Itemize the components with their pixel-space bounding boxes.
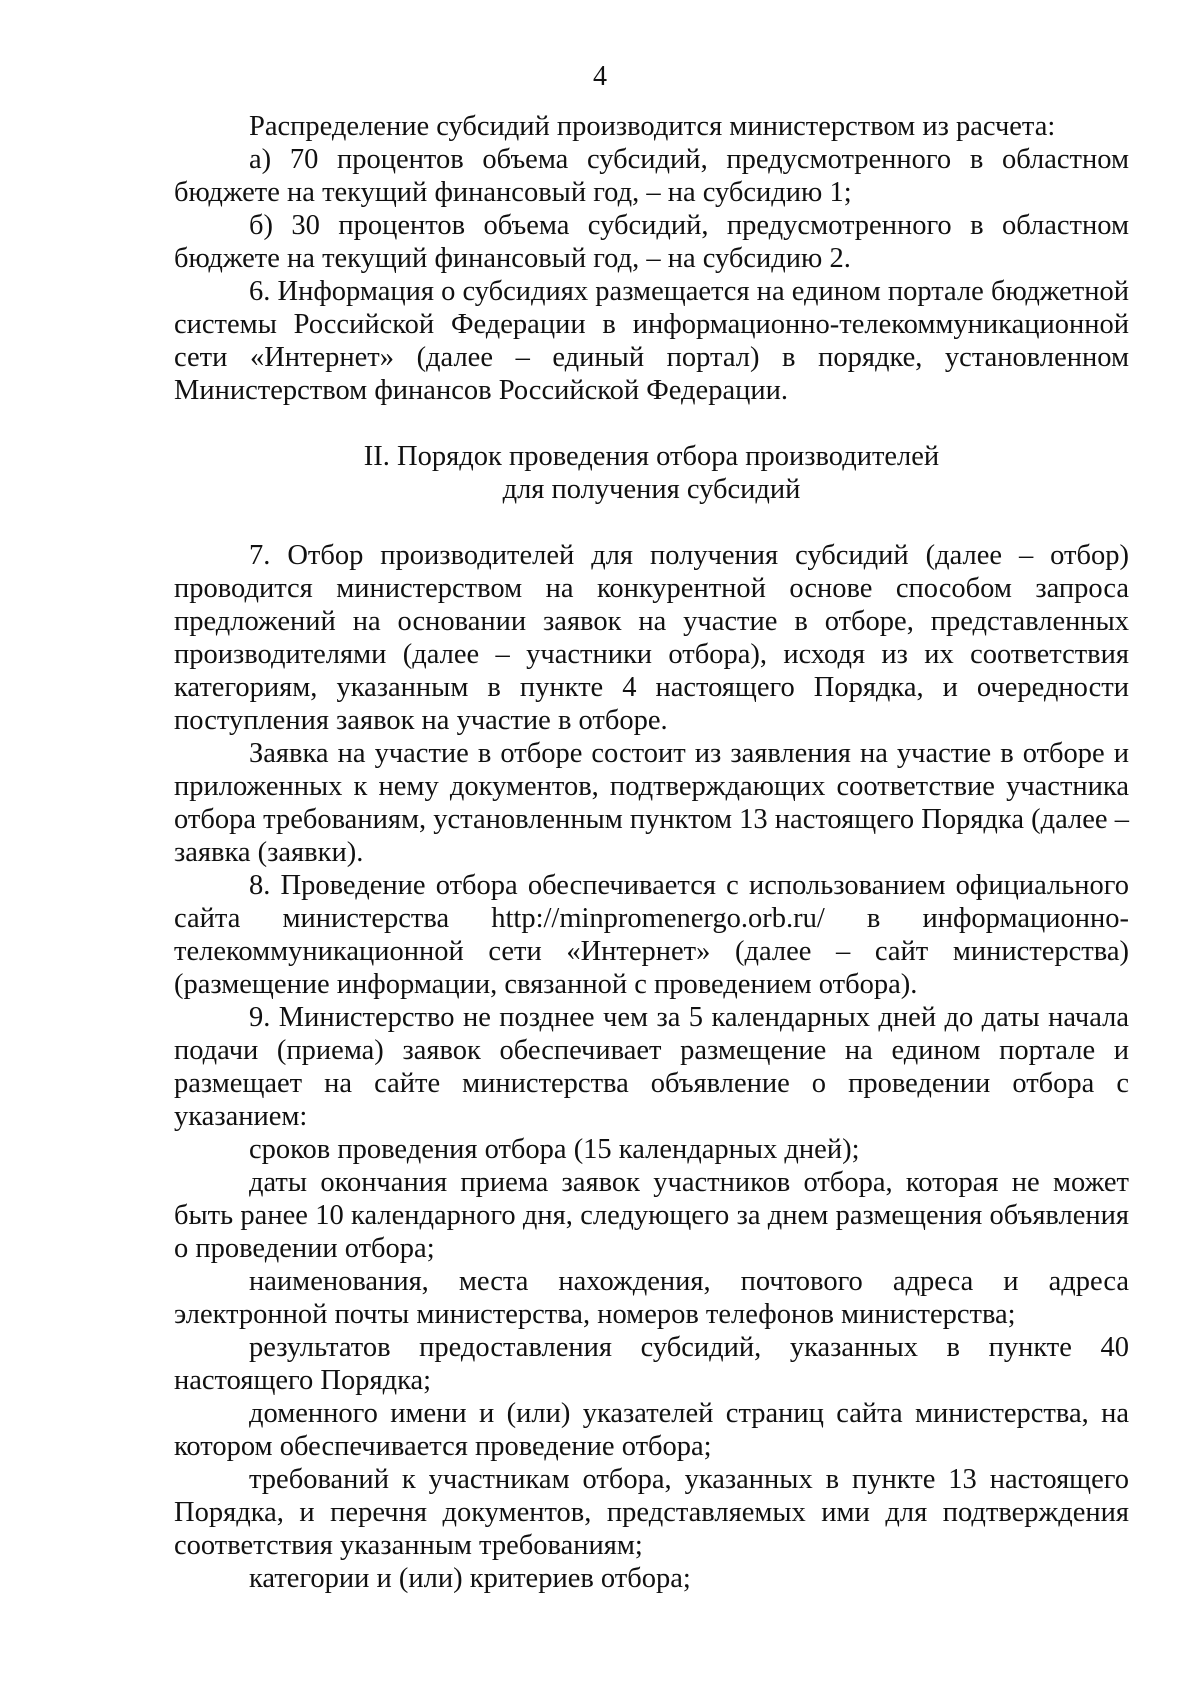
paragraph-8: 8. Проведение отбора обеспечивается с использованием официального сайта министерства http://minpromenergo.orb.ru/ в информационно-телекоммуникационной сети «Интернет» (далее – сайт министерства) (размещение информации, связанной с проведением отбора). — [174, 870, 1129, 1000]
list-item-requirements: требований к участникам отбора, указанных в пункте 13 настоящего Порядка, и перечня документов, представляемых ими для подтверждения соответствия указанным требованиям; — [174, 1464, 1129, 1561]
paragraph-item-a: а) 70 процентов объема субсидий, предусмотренного в областном бюджете на текущий финансовый год, – на субсидию 1; — [174, 144, 1129, 208]
paragraph-application: Заявка на участие в отборе состоит из заявления на участие в отборе и приложенных к нему документов, подтверждающих соответствие участника отбора требованиям, установленным пунктом 13 настоящего Порядка (далее – заявка (заявки). — [174, 738, 1129, 868]
page-number: 4 — [593, 61, 607, 92]
section-heading-line-1: II. Порядок проведения отбора производителей — [363, 441, 940, 472]
section-heading-line-2: для получения субсидий — [502, 474, 801, 505]
list-item-results: результатов предоставления субсидий, указанных в пункте 40 настоящего Порядка; — [174, 1332, 1129, 1396]
paragraph-distribution-intro: Распределение субсидий производится министерством из расчета: — [249, 111, 1056, 142]
paragraph-7: 7. Отбор производителей для получения субсидий (далее – отбор) проводится министерством на конкурентной основе способом запроса предложений на основании заявок на участие в отборе, представленных производителями (далее – участники отбора), исходя из их соответствия категориям, указанным в пункте 4 настоящего Порядка, и очередности поступления заявок на участие в отборе. — [174, 540, 1129, 736]
list-item-end-date: даты окончания приема заявок участников отбора, которая не может быть ранее 10 календарного дня, следующего за днем размещения объявления о проведении отбора; — [174, 1167, 1129, 1264]
document-body — [174, 110, 1129, 1595]
list-item-criteria: категории и (или) критериев отбора; — [249, 1563, 691, 1594]
list-item-terms: сроков проведения отбора (15 календарных дней); — [249, 1134, 860, 1165]
paragraph-6: 6. Информация о субсидиях размещается на едином портале бюджетной системы Российской Федерации в информационно-телекоммуникационной сети «Интернет» (далее – единый портал) в порядке, установленном Министерством финансов Российской Федерации. — [174, 276, 1129, 406]
paragraph-item-b: б) 30 процентов объема субсидий, предусмотренного в областном бюджете на текущий финансовый год, – на субсидию 2. — [174, 210, 1129, 274]
list-item-contacts: наименования, места нахождения, почтового адреса и адреса электронной почты министерства, номеров телефонов министерства; — [174, 1266, 1129, 1330]
paragraph-9: 9. Министерство не позднее чем за 5 календарных дней до даты начала подачи (приема) заявок обеспечивает размещение на едином портале и размещает на сайте министерства объявление о проведении отбора с указанием: — [174, 1002, 1129, 1132]
list-item-domain: доменного имени и (или) указателей страниц сайта министерства, на котором обеспечивается проведение отбора; — [174, 1398, 1129, 1462]
section-heading — [174, 440, 1129, 506]
